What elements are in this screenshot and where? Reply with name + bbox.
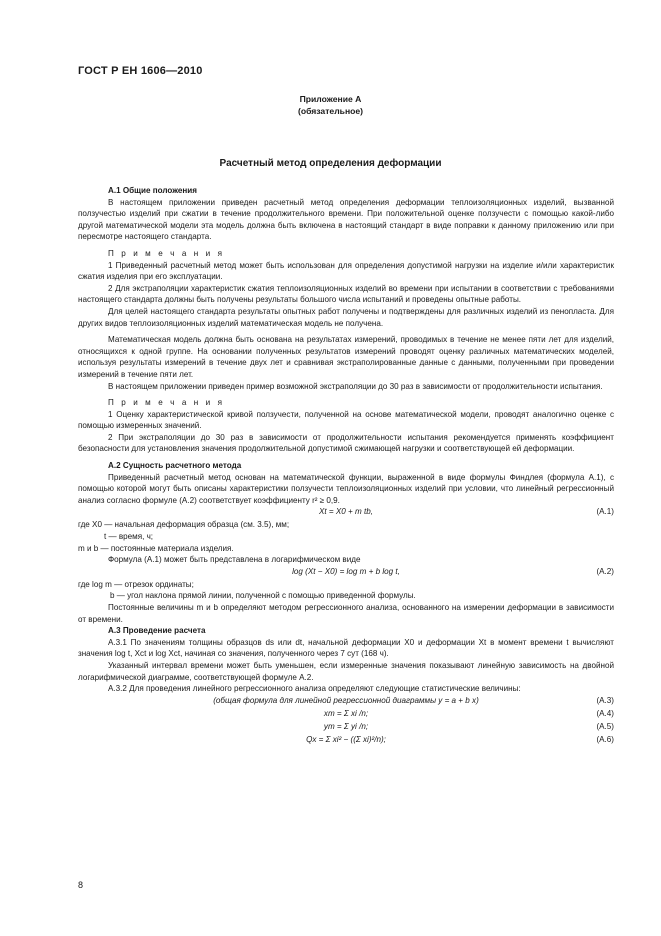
paragraph: В настоящем приложении приведен пример возможной экстраполяции до 30 раз в зависимости от продолжительности испытания. — [108, 381, 603, 391]
paragraph: А.3.2 Для проведения линейного регрессионного анализа определяют следующие статистические величины: — [108, 684, 521, 694]
appendix-name: Приложение А — [299, 94, 362, 104]
paragraph: Формула (А.1) может быть представлена в логарифмическом виде — [108, 555, 361, 565]
formula-number: (А.1) — [596, 507, 614, 517]
paragraph: Приведенный расчетный метод основан на математической функции, выраженной в виде формулы Финдлея (формула А.1), с помощью которой могут быть описаны характеристики ползучести теплоизоляционных изделий при условии, что линейный регрессионный анализ согласно формуле (А.2) соответствует коэффициенту r² ≥ 0,9. — [78, 472, 614, 505]
formula-number: (А.3) — [596, 695, 614, 705]
document-header: ГОСТ Р ЕН 1606—2010 — [78, 65, 203, 77]
definition-line: где X0 — начальная деформация образца (см. 3.5), мм; — [78, 520, 290, 530]
formula-a6 — [78, 734, 614, 747]
section-heading: А.2 Сущность расчетного метода — [108, 461, 242, 471]
formula-a1 — [78, 506, 614, 519]
definition-line: где log m — отрезок ординаты; — [78, 579, 194, 589]
notes-label: П р и м е ч а н и я — [108, 248, 225, 258]
document-body — [78, 185, 614, 747]
note-item: 2 Для экстраполяции характеристик сжатия теплоизоляционных изделий во времени при испытании в соответствии с требованиями настоящего стандарта должны быть получены результаты большого числа испытаний и проведены опытные работы. — [78, 283, 614, 305]
notes-label: П р и м е ч а н и я — [108, 398, 225, 408]
formula-text: (общая формула для линейной регрессионной диаграммы y = a + b x) — [213, 695, 479, 705]
note-item: 2 При экстраполяции до 30 раз в зависимости от продолжительности испытания рекомендуется применять коэффициент безопасности для установления значения продолжительной допустимой сжимающей нагрузки и соответствующей ей деформации. — [78, 432, 614, 454]
formula-text: Qx = Σ xi² − ((Σ xi)²/n); — [306, 734, 386, 744]
formula-a2 — [78, 566, 614, 579]
formula-a4 — [78, 708, 614, 721]
section-heading: А.1 Общие положения — [108, 186, 197, 195]
formula-number: (А.4) — [596, 708, 614, 718]
formula-number: (А.5) — [596, 721, 614, 731]
paragraph: Математическая модель должна быть основана на результатах измерений, проводимых в течение не менее пяти лет для изделий, относящихся к одной группе. На основании полученных результатов измерений проводят оценку различных математических моделей, используя результаты измерений в течение двух лет и сравнивая экстраполированные данные с данными, полученными при проведении измерений в течение пяти лет. — [78, 335, 614, 379]
formula-number: (А.2) — [596, 566, 614, 576]
paragraph: А.3.1 По значениям толщины образцов ds или dt, начальной деформации X0 и деформации Xt в момент времени t вычисляют значения log t, Xct и log Xct, начиная со значения, полученного через 7 сут (168 ч). — [78, 637, 614, 659]
definition-line: m и b — постоянные материала изделия. — [78, 543, 234, 553]
formula-text: xm = Σ xi /n; — [323, 708, 369, 718]
note-item: 1 Оценку характеристической кривой ползучести, полученной на основе математической модели, проводят аналогично оценке с помощью измеренных значений. — [78, 409, 614, 431]
formula-number: (А.6) — [596, 734, 614, 744]
formula-a3 — [78, 695, 614, 708]
formula-text: Xt = X0 + m tb, — [319, 507, 373, 517]
page-number: 8 — [78, 880, 84, 890]
section-heading: А.3 Проведение расчета — [108, 626, 206, 636]
paragraph: Постоянные величины m и b определяют методом регрессионного анализа, основанного на измерении деформации в зависимости от времени. — [78, 603, 614, 624]
appendix-status: (обязательное) — [297, 106, 364, 116]
paragraph: В настоящем приложении приведен расчетный метод определения деформации теплоизоляционных изделий, вызванной ползучестью изделий при сжатии в течение продолжительного времени. При положительной оценке ползучести с помощью какой-либо другой математической модели эта модель должна быть включена в настоящий стандарт в виде поправки к данному приложению или при пересмотре настоящего стандарта. — [78, 197, 614, 242]
page-title: Расчетный метод определения деформации — [219, 158, 442, 169]
paragraph: Указанный интервал времени может быть уменьшен, если измеренные значения показывают линейную зависимость на двойной логарифмической диаграмме, соответствующей формуле А.2. — [78, 660, 614, 682]
formula-text: log (Xt − X0) = log m + b log t, — [292, 566, 400, 576]
definition-line: b — угол наклона прямой линии, полученной с помощью приведенной формулы. — [110, 591, 416, 601]
paragraph: Для целей настоящего стандарта результаты опытных работ получены и подтверждены для различных изделий из пенопласта. Для других видов теплоизоляционных изделий математическая модель не получена. — [78, 306, 614, 328]
definition-line: t — время, ч; — [104, 532, 154, 542]
formula-a5 — [78, 721, 614, 734]
note-item: 1 Приведенный расчетный метод может быть использован для определения допустимой нагрузки на изделие и/или характеристик сжатия изделия при его эксплуатации. — [78, 260, 614, 282]
formula-text: ym = Σ yi /n; — [323, 721, 369, 731]
